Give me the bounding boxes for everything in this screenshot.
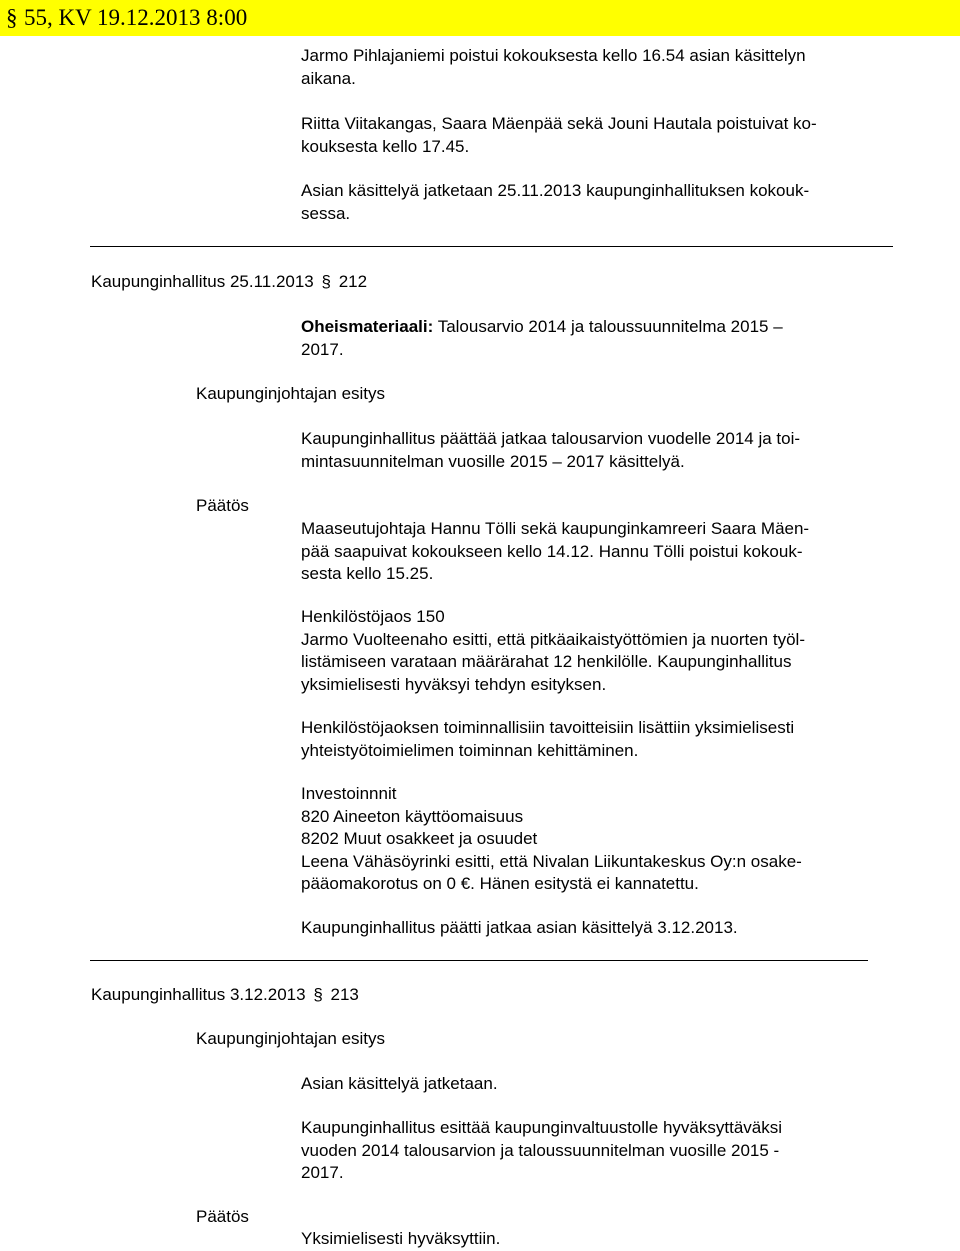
text-line: vuoden 2014 talousarvion ja taloussuunnitelman vuosille 2015 -	[301, 1140, 780, 1160]
text-line: Jarmo Pihlajaniemi poistui kokouksesta kello 16.54 asian käsittelyn	[301, 46, 806, 65]
page-header-title: 55, KV 19.12.2013 8:00	[24, 5, 248, 30]
text-line: 2017.	[301, 1163, 344, 1182]
text-line: Kaupunginhallitus päättää jatkaa talousarvion vuodelle 2014 ja toi-	[301, 429, 801, 448]
section-sign: §	[321, 272, 331, 291]
text-line: Asian käsittelyä jatketaan 25.11.2013 kaupunginhallituksen kokouk-	[301, 181, 810, 200]
section-number: 213	[330, 985, 359, 1004]
text-line: pääomakorotus on 0 €. Hänen esitystä ei kannatettu.	[301, 874, 699, 893]
meeting-heading-212	[91, 271, 367, 294]
meeting-heading-text: Kaupunginhallitus 25.11.2013	[91, 272, 314, 291]
text-line: Leena Vähäsöyrinki esitti, että Nivalan Liikuntakeskus Oy:n osake-	[301, 851, 802, 871]
text-line: mintasuunnitelman vuosille 2015 – 2017 käsittelyä.	[301, 451, 685, 471]
attachment-label: Oheismateriaali:	[301, 317, 434, 336]
section-divider	[90, 960, 868, 961]
text-line: Riitta Viitakangas, Saara Mäenpää sekä Jouni Hautala poistuivat ko-	[301, 114, 817, 133]
decision-label: Päätös	[196, 1207, 249, 1226]
meeting-heading-text: Kaupunginhallitus 3.12.2013	[91, 985, 306, 1004]
text-line: listämiseen varataan määrärahat 12 henkilölle. Kaupunginhallitus	[301, 652, 792, 671]
attachment-text: Talousarvio 2014 ja taloussuunnitelma 2015 –	[437, 317, 783, 336]
text-line: 8202 Muut osakkeet ja osuudet	[301, 829, 538, 848]
decision-paragraph-1	[301, 518, 891, 586]
text-line: 820 Aineeton käyttöomaisuus	[301, 806, 524, 826]
continuation-paragraph-2	[301, 113, 891, 158]
proposal-label: Kaupunginjohtajan esitys	[196, 384, 386, 403]
text-line: yhteistyötoimielimen toiminnan kehittäminen.	[301, 740, 639, 760]
text-line: Kaupunginhallitus esittää kaupunginvaltuustolle hyväksyttäväksi	[301, 1118, 783, 1137]
page-header	[0, 0, 960, 36]
proposal-paragraph-1: Asian käsittelyä jatketaan.	[301, 1074, 498, 1093]
proposal-paragraph-2	[301, 1117, 891, 1185]
decision-paragraph-5: Kaupunginhallitus päätti jatkaa asian käsittelyä 3.12.2013.	[301, 918, 738, 937]
text-line: Henkilöstöjaos 150	[301, 607, 445, 626]
attachment-note	[301, 316, 891, 361]
text-line: 2017.	[301, 339, 344, 359]
decision-paragraph-4	[301, 783, 891, 896]
section-sign: §	[6, 5, 18, 30]
text-line: Investoinnnit	[301, 784, 397, 803]
decision-text: Yksimielisesti hyväksyttiin.	[301, 1229, 501, 1248]
meeting-heading-213	[91, 984, 359, 1007]
text-line: sessa.	[301, 203, 351, 223]
text-line: Henkilöstöjaoksen toiminnallisiin tavoitteisiin lisättiin yksimielisesti	[301, 718, 795, 737]
section-number: 212	[338, 272, 368, 291]
continuation-paragraph-1	[301, 45, 891, 90]
decision-label: Päätös	[196, 496, 249, 515]
decision-paragraph-2	[301, 606, 891, 696]
text-line: aikana.	[301, 68, 356, 88]
proposal-text	[301, 428, 891, 473]
text-line: Maaseutujohtaja Hannu Tölli sekä kaupunginkamreeri Saara Mäen-	[301, 519, 810, 538]
text-line: sesta kello 15.25.	[301, 564, 434, 583]
text-line: pää saapuivat kokoukseen kello 14.12. Hannu Tölli poistui kokouk-	[301, 541, 803, 561]
section-divider	[90, 246, 893, 247]
section-sign: §	[313, 985, 323, 1004]
text-line: Jarmo Vuolteenaho esitti, että pitkäaikaistyöttömien ja nuorten työl-	[301, 629, 805, 649]
proposal-label: Kaupunginjohtajan esitys	[196, 1029, 386, 1048]
text-line: yksimielisesti hyväksyi tehdyn esityksen.	[301, 674, 607, 694]
decision-paragraph-3	[301, 717, 891, 762]
text-line: kouksesta kello 17.45.	[301, 136, 470, 156]
continuation-paragraph-3	[301, 180, 891, 225]
